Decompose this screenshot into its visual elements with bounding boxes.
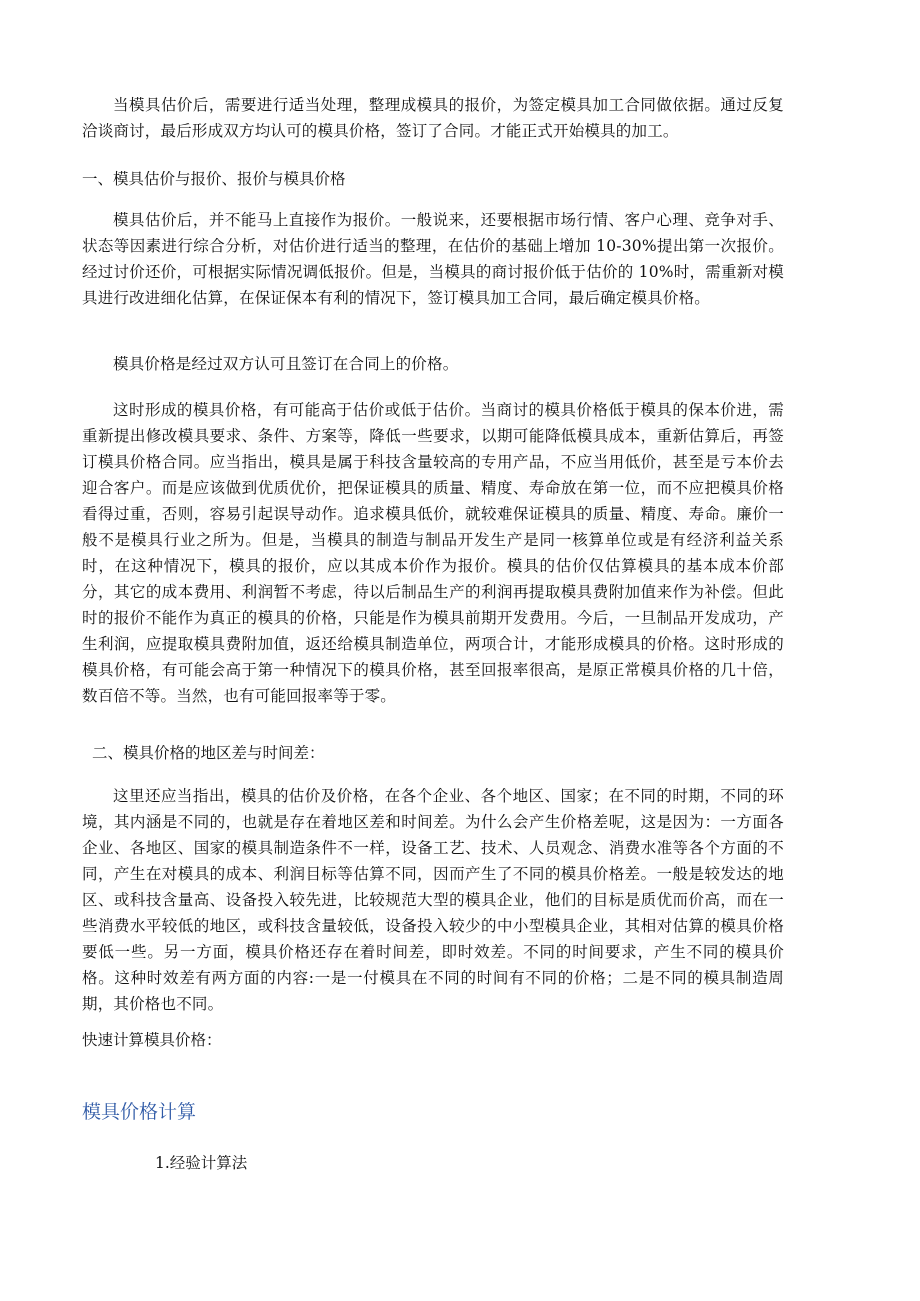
paragraph-intro: 当模具估价后，需要进行适当处理，整理成模具的报价，为签定模具加工合同做依据。通过反复洽谈商讨，最后形成双方均认可的模具价格，签订了合同。才能正式开始模具的加工。 <box>82 96 784 140</box>
paragraph-regional-time-difference: 这里还应当指出，模具的估价及价格，在各个企业、各个地区、国家；在不同的时期，不同的环境，其内涵是不同的，也就是存在着地区差和时间差。为什么会产生价格差呢，这是因为：一方面各企业、各地区、国家的模具制造条件不一样，设备工艺、技术、人员观念、消费水准等各个方面的不同，产生在对模具的成本、利润目标等估算不同，因而产生了不同的模具价格差。一般是较发达的地区、或科技含量高、设备投入较先进，比较规范大型的模具企业，他们的目标是质优而价高，而在一些消费水平较低的地区，或科技含量较低，设备投入较少的中小型模具企业，其相对估算的模具价格要低一些。另一方面，模具价格还存在着时间差，即时效差。不同的时间要求，产生不同的模具价格。这种时效差有两方面的内容:一是一付模具在不同的时间有不同的价格；二是不同的模具制造周期，其价格也不同。 <box>82 787 784 1013</box>
paragraph-price-formation: 这时形成的模具价格，有可能高于估价或低于估价。当商讨的模具价格低于模具的保本价进，需重新提出修改模具要求、条件、方案等，降低一些要求，以期可能降低模具成本，重新估算后，再签订模具价格合同。应当指出，模具是属于科技含量较高的专用产品，不应当用低价，甚至是亏本价去迎合客户。而是应该做到优质优价，把保证模具的质量、精度、寿命放在第一位，而不应把模具价格看得过重，否则，容易引起误导动作。追求模具低价，就较难保证模具的质量、精度、寿命。廉价一般不是模具行业之所为。但是，当模具的制造与制品开发生产是同一核算单位或是有经济利益关系时，在这种情况下，模具的报价，应以其成本价作为报价。模具的估价仅估算模具的基本成本价部分，其它的成本费用、利润暂不考虑，待以后制品生产的利润再提取模具费附加值来作为补偿。但此时的报价不能作为真正的模具的价格，只能是作为模具前期开发费用。今后，一旦制品开发成功，产生利润，应提取模具费附加值，返还给模具制造单位，两项合计，才能形成模具的价格。这时形成的模具价格，有可能会高于第一种情况下的模具价格，甚至回报率很高，是原正常模具价格的几十倍，数百倍不等。当然，也有可能回报率等于零。 <box>82 401 784 705</box>
paragraph-quick-calc: 快速计算模具价格： <box>82 1031 222 1049</box>
list-item-empirical-method: 1.经验计算法 <box>155 1154 248 1172</box>
paragraph-estimate-not-quote: 模具估价后，并不能马上直接作为报价。一般说来，还要根据市场行情、客户心理、竞争对手、状态等因素进行综合分析，对估价进行适当的整理，在估价的基础上增加 10-30%提出第一次报价。经过讨价还价，可根据实际情况调低报价。但是，当模具的商讨报价低于估价的 10%时，需重新对模具进行改进细化估算，在保证保本有利的情况下，签订模具加工合同，最后确定模具价格。 <box>82 211 784 307</box>
paragraph-price-definition: 模具价格是经过双方认可且签订在合同上的价格。 <box>113 355 459 373</box>
heading-estimate-and-quote: 一、模具估价与报价、报价与模具价格 <box>82 170 346 188</box>
section-title-mold-price-calc: 模具价格计算 <box>82 1101 197 1123</box>
heading-regional-time-difference: 二、模具价格的地区差与时间差： <box>92 744 325 762</box>
